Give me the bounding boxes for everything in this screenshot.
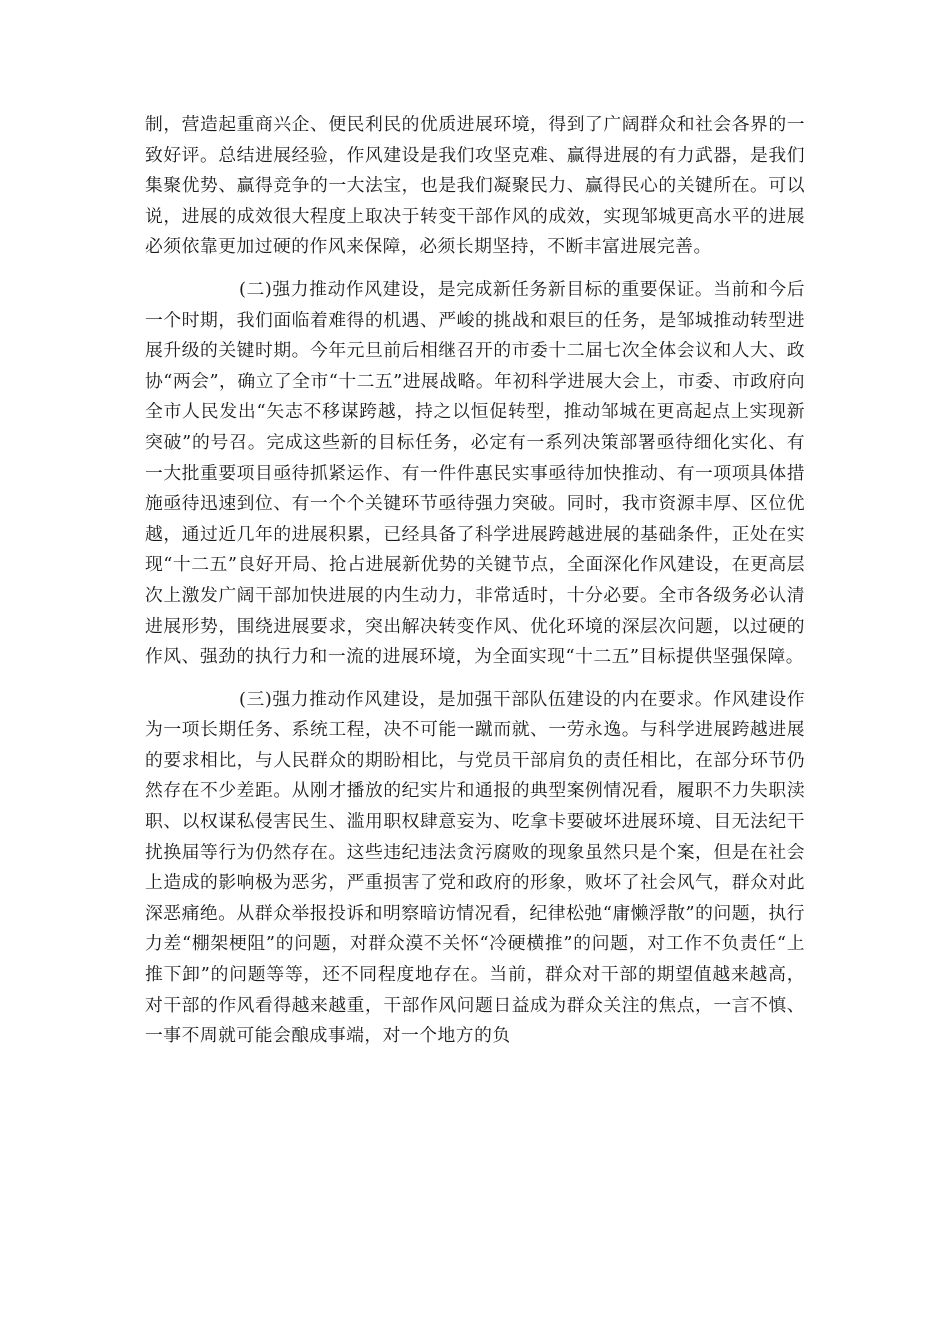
document-page: [145, 110, 805, 1052]
paragraph-section-two: (二)强力推动作风建设，是完成新任务新目标的重要保证。当前和今后一个时期，我们面临着难得的机遇、严峻的挑战和艰巨的任务，是邹城推动转型进展升级的关键时期。今年元旦前后相继召开的市委十二届七次全体会议和人大、政协“两会”，确立了全市“十二五”进展战略。年初科学进展大会上，市委、市政府向全市人民发出“矢志不移谋跨越，持之以恒促转型，推动邹城在更高起点上实现新突破”的号召。完成这些新的目标任务，必定有一系列决策部署亟待细化实化、有一大批重要项目亟待抓紧运作、有一件件惠民实事亟待加快推动、有一项项具体措施亟待迅速到位、有一个个关键环节亟待强力突破。同时，我市资源丰厚、区位优越，通过近几年的进展积累，已经具备了科学进展跨越进展的基础条件，正处在实现“十二五”良好开局、抢占进展新优势的关键节点，全面深化作风建设，在更高层次上激发广阔干部加快进展的内生动力，非常适时，十分必要。全市各级务必认清进展形势，围绕进展要求，突出解决转变作风、优化环境的深层次问题，以过硬的作风、强劲的执行力和一流的进展环境，为全面实现“十二五”目标提供坚强保障。: [145, 278, 805, 668]
paragraph-intro-continuation: 制，营造起重商兴企、便民利民的优质进展环境，得到了广阔群众和社会各界的一致好评。总结进展经验，作风建设是我们攻坚克难、赢得进展的有力武器，是我们集聚优势、赢得竞争的一大法宝，也是我们凝聚民力、赢得民心的关键所在。可以说，进展的成效很大程度上取决于转变干部作风的成效，实现邹城更高水平的进展必须依靠更加过硬的作风来保障，必须长期坚持，不断丰富进展完善。: [145, 114, 805, 258]
paragraph-section-three: (三)强力推动作风建设，是加强干部队伍建设的内在要求。作风建设作为一项长期任务、系统工程，决不可能一蹴而就、一劳永逸。与科学进展跨越进展的要求相比，与人民群众的期盼相比，与党员干部肩负的责任相比，在部分环节仍然存在不少差距。从刚才播放的纪实片和通报的典型案例情况看，履职不力失职渎职、以权谋私侵害民生、滥用职权肆意妄为、吃拿卡要破坏进展环境、目无法纪干扰换届等行为仍然存在。这些违纪违法贪污腐败的现象虽然只是个案，但是在社会上造成的影响极为恶劣，严重损害了党和政府的形象，败坏了社会风气，群众对此深恶痛绝。从群众举报投诉和明察暗访情况看，纪律松弛“庸懒浮散”的问题，执行力差“棚架梗阻”的问题，对群众漠不关怀“冷硬横推”的问题，对工作不负责任“上推下卸”的问题等等，还不同程度地存在。当前，群众对干部的期望值越来越高，对干部的作风看得越来越重，干部作风问题日益成为群众关注的焦点，一言不慎、一事不周就可能会酿成事端，对一个地方的负: [145, 688, 805, 1047]
